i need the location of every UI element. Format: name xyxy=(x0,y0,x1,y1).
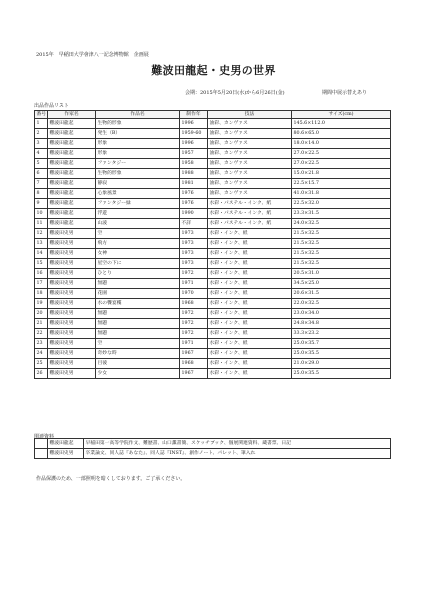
cell-title: 飛方 xyxy=(96,239,180,249)
cell-number: 17 xyxy=(35,279,48,289)
cell-size: 27.0×22.5 xyxy=(292,159,391,169)
cell-size: 22.5×32.0 xyxy=(292,199,391,209)
table-row xyxy=(35,449,391,459)
exhibition-organizer-line: 2015年 早稲田大学會津八一記念博物館 企画展 xyxy=(36,52,149,58)
cell-technique: 油彩、カンヴァス xyxy=(208,129,292,139)
cell-title: 目彼 xyxy=(96,359,180,369)
cell-technique: 油彩、カンヴァス xyxy=(208,119,292,129)
table-row xyxy=(35,439,391,449)
cell-size: 21.5×32.5 xyxy=(292,239,391,249)
cell-technique: 水彩・インク、紙 xyxy=(208,239,292,249)
cell-size: 25.0×35.7 xyxy=(292,339,391,349)
col-title: 作品名 xyxy=(96,111,180,119)
cell-technique: 水彩・インク、紙 xyxy=(208,359,292,369)
cell-size: 21.5×32.5 xyxy=(292,259,391,269)
cell-year: 1958 xyxy=(180,159,208,169)
cell-year: 1996 xyxy=(180,139,208,149)
cell-blank xyxy=(35,449,48,459)
table-row xyxy=(35,249,391,259)
cell-technique: 水彩・パステル・インク、紙 xyxy=(208,219,292,229)
cell-year: 1973 xyxy=(180,239,208,249)
cell-number: 23 xyxy=(35,339,48,349)
col-technique: 技法 xyxy=(208,111,292,119)
cell-number: 21 xyxy=(35,319,48,329)
cell-title: ファンタジー xyxy=(96,159,180,169)
cell-artist: 難波田史男 xyxy=(48,449,84,459)
cell-number: 7 xyxy=(35,179,48,189)
cell-title: 星空の下に xyxy=(96,259,180,269)
table-row xyxy=(35,279,391,289)
cell-number: 3 xyxy=(35,139,48,149)
cell-number: 14 xyxy=(35,249,48,259)
cell-year: 1981 xyxy=(180,179,208,189)
cell-number: 5 xyxy=(35,159,48,169)
cell-number: 19 xyxy=(35,299,48,309)
cell-year: 1973 xyxy=(180,249,208,259)
cell-technique: 水彩・インク、紙 xyxy=(208,309,292,319)
cell-year: 1959-60 xyxy=(180,129,208,139)
cell-technique: 水彩・インク、紙 xyxy=(208,259,292,269)
cell-artist: 難波田龍起 xyxy=(48,219,96,229)
cell-artist: 難波田龍起 xyxy=(48,139,96,149)
cell-title: 発生（B） xyxy=(96,129,180,139)
cell-title: 生物的形象 xyxy=(96,119,180,129)
cell-size: 18.0×14.0 xyxy=(292,139,391,149)
cell-year: 1973 xyxy=(180,229,208,239)
table-row xyxy=(35,359,391,369)
cell-title: 奇妙な時 xyxy=(96,349,180,359)
cell-title: 山波 xyxy=(96,219,180,229)
cell-year: 1973 xyxy=(180,259,208,269)
cell-title: 無題 xyxy=(96,329,180,339)
cell-size: 145.6×112.0 xyxy=(292,119,391,129)
cell-artist: 難波田龍起 xyxy=(48,209,96,219)
table-row xyxy=(35,289,391,299)
cell-size: 25.0×35.5 xyxy=(292,369,391,379)
cell-year: 1967 xyxy=(180,349,208,359)
cell-year: 1972 xyxy=(180,309,208,319)
cell-year: 1976 xyxy=(180,189,208,199)
table-row xyxy=(35,159,391,169)
table-row xyxy=(35,369,391,379)
cell-size: 23.0×34.0 xyxy=(292,309,391,319)
cell-size: 22.5×15.7 xyxy=(292,179,391,189)
cell-technique: 水彩・インク、紙 xyxy=(208,339,292,349)
cell-artist: 難波田史男 xyxy=(48,349,96,359)
cell-title: 花園 xyxy=(96,289,180,299)
cell-year: 1996 xyxy=(180,119,208,129)
cell-artist: 難波田史男 xyxy=(48,299,96,309)
cell-title: 女神 xyxy=(96,249,180,259)
cell-year: 1970 xyxy=(180,289,208,299)
cell-technique: 水彩・パステル・インク、紙 xyxy=(208,199,292,209)
cell-number: 25 xyxy=(35,359,48,369)
cell-technique: 油彩、カンヴァス xyxy=(208,169,292,179)
col-number: 番号 xyxy=(36,112,47,117)
table-row xyxy=(35,199,391,209)
cell-year: 1968 xyxy=(180,359,208,369)
cell-number: 24 xyxy=(35,349,48,359)
cell-artist: 難波田龍起 xyxy=(48,199,96,209)
cell-year: 1968 xyxy=(180,299,208,309)
col-artist: 作家名 xyxy=(48,111,96,119)
cell-artist: 難波田史男 xyxy=(48,269,96,279)
cell-title: 形象 xyxy=(96,139,180,149)
cell-number: 16 xyxy=(35,269,48,279)
table-row xyxy=(35,219,391,229)
cell-size: 41.0×31.8 xyxy=(292,189,391,199)
table-row xyxy=(35,189,391,199)
cell-year: 1972 xyxy=(180,269,208,279)
cell-size: 24.8×34.8 xyxy=(292,319,391,329)
cell-number: 26 xyxy=(35,369,48,379)
cell-technique: 水彩・パステル・インク、紙 xyxy=(208,209,292,219)
references-section-label: 関連資料 xyxy=(34,434,55,440)
cell-artist: 難波田龍起 xyxy=(48,149,96,159)
cell-size: 25.0×35.5 xyxy=(292,349,391,359)
cell-title: ひとり xyxy=(96,269,180,279)
cell-technique: 水彩・インク、紙 xyxy=(208,229,292,239)
cell-title: 無題 xyxy=(96,319,180,329)
table-row xyxy=(35,179,391,189)
cell-artist: 難波田史男 xyxy=(48,249,96,259)
cell-artist: 難波田史男 xyxy=(48,339,96,349)
cell-title: ファンタジー緑 xyxy=(96,199,180,209)
cell-number: 22 xyxy=(35,329,48,339)
cell-artist: 難波田史男 xyxy=(48,309,96,319)
cell-number: 10 xyxy=(35,209,48,219)
cell-artist: 難波田龍起 xyxy=(48,119,96,129)
cell-artist: 難波田史男 xyxy=(48,229,96,239)
table-row xyxy=(35,319,391,329)
cell-year: 1976 xyxy=(180,199,208,209)
cell-size: 21.5×32.5 xyxy=(292,249,391,259)
table-row xyxy=(35,269,391,279)
cell-artist: 難波田史男 xyxy=(48,369,96,379)
cell-title: 浮遊 xyxy=(96,209,180,219)
cell-title: 形象 xyxy=(96,149,180,159)
cell-number: 13 xyxy=(35,239,48,249)
cell-title: 無題 xyxy=(96,279,180,289)
cell-year: 1972 xyxy=(180,319,208,329)
table-row xyxy=(35,169,391,179)
cell-title: 水の饗宴樓 xyxy=(96,299,180,309)
cell-materials: 早稲田第一高等学院作文、難歴書、山口薫書簡、スケッチブック、個展関連資料、蔵書票、日記 xyxy=(84,439,391,449)
cell-title: 空 xyxy=(96,339,180,349)
cell-artist: 難波田史男 xyxy=(48,239,96,249)
table-row xyxy=(35,329,391,339)
cell-size: 33.3×23.2 xyxy=(292,329,391,339)
references-table-body xyxy=(35,439,391,459)
cell-number: 1 xyxy=(35,119,48,129)
cell-technique: 水彩・インク、紙 xyxy=(208,299,292,309)
table-row xyxy=(35,129,391,139)
lighting-notice: 作品保護のため、一部照明を暗くしております。ご了承ください。 xyxy=(36,476,186,482)
cell-technique: 水彩・インク、紙 xyxy=(208,269,292,279)
table-row xyxy=(35,349,391,359)
cell-technique: 油彩、カンヴァス xyxy=(208,149,292,159)
cell-artist: 難波田龍起 xyxy=(48,189,96,199)
cell-title: 少女 xyxy=(96,369,180,379)
cell-title: 空 xyxy=(96,229,180,239)
cell-artist: 難波田龍起 xyxy=(48,179,96,189)
cell-year: 1972 xyxy=(180,329,208,339)
cell-size: 15.0×21.8 xyxy=(292,169,391,179)
cell-size: 34.5×25.0 xyxy=(292,279,391,289)
cell-technique: 水彩・インク、紙 xyxy=(208,289,292,299)
cell-year: 1990 xyxy=(180,209,208,219)
cell-year: 1971 xyxy=(180,339,208,349)
cell-number: 11 xyxy=(35,219,48,229)
cell-title: 生物的形象 xyxy=(96,169,180,179)
cell-technique: 水彩・インク、紙 xyxy=(208,329,292,339)
cell-technique: 油彩、カンヴァス xyxy=(208,179,292,189)
cell-technique: 水彩・インク、紙 xyxy=(208,249,292,259)
cell-number: 18 xyxy=(35,289,48,299)
cell-artist: 難波田史男 xyxy=(48,359,96,369)
cell-materials: 卒業論文、同人誌『あなた』、同人誌『INST』、創作ノート、パレット、筆入れ xyxy=(84,449,391,459)
cell-technique: 水彩・インク、紙 xyxy=(208,319,292,329)
table-row xyxy=(35,339,391,349)
cell-number: 20 xyxy=(35,309,48,319)
table-row xyxy=(35,149,391,159)
references-table xyxy=(34,438,391,459)
cell-number: 15 xyxy=(35,259,48,269)
cell-year: 不詳 xyxy=(180,219,208,229)
cell-number: 2 xyxy=(35,129,48,139)
cell-artist: 難波田史男 xyxy=(48,329,96,339)
cell-number: 8 xyxy=(35,189,48,199)
cell-year: 1957 xyxy=(180,149,208,159)
cell-artist: 難波田史男 xyxy=(48,319,96,329)
col-year: 制作年 xyxy=(180,111,208,119)
cell-technique: 水彩・インク、紙 xyxy=(208,369,292,379)
cell-title: 静寂 xyxy=(96,179,180,189)
cell-size: 20.6×31.5 xyxy=(292,289,391,299)
cell-artist: 難波田史男 xyxy=(48,279,96,289)
cell-size: 27.0×22.5 xyxy=(292,149,391,159)
works-section-label: 出品作品リスト xyxy=(34,103,69,109)
works-table-header xyxy=(35,111,391,119)
cell-number: 4 xyxy=(35,149,48,159)
cell-artist: 難波田龍起 xyxy=(48,169,96,179)
cell-title: 心象風景 xyxy=(96,189,180,199)
cell-title: 無題 xyxy=(96,309,180,319)
cell-artist: 難波田龍起 xyxy=(48,439,84,449)
cell-size: 21.5×32.5 xyxy=(292,229,391,239)
cell-year: 1971 xyxy=(180,279,208,289)
exhibition-title: 難波田龍起・史男の世界 xyxy=(151,64,276,77)
table-row xyxy=(35,239,391,249)
cell-technique: 油彩、カンヴァス xyxy=(208,159,292,169)
table-row xyxy=(35,309,391,319)
cell-number: 6 xyxy=(35,169,48,179)
cell-artist: 難波田史男 xyxy=(48,289,96,299)
cell-artist: 難波田龍起 xyxy=(48,129,96,139)
cell-technique: 水彩・インク、紙 xyxy=(208,349,292,359)
table-row xyxy=(35,139,391,149)
cell-year: 1988 xyxy=(180,169,208,179)
rotation-note: 期間中展示替えあり xyxy=(322,90,368,96)
table-row xyxy=(35,229,391,239)
table-row xyxy=(35,299,391,309)
cell-size: 23.3×31.5 xyxy=(292,209,391,219)
cell-artist: 難波田史男 xyxy=(48,259,96,269)
works-table xyxy=(34,110,391,379)
cell-size: 21.0×29.0 xyxy=(292,359,391,369)
works-table-body xyxy=(35,119,391,379)
cell-size: 24.0×32.5 xyxy=(292,219,391,229)
col-size: サイズ(cm) xyxy=(292,111,391,119)
exhibition-period: 会期：2015年5月20日(水)から6月26日(金) xyxy=(185,90,285,96)
table-row xyxy=(35,259,391,269)
cell-size: 20.5×31.0 xyxy=(292,269,391,279)
cell-blank xyxy=(35,439,48,449)
cell-size: 80.6×65.0 xyxy=(292,129,391,139)
cell-technique: 水彩・インク、紙 xyxy=(208,279,292,289)
table-row xyxy=(35,209,391,219)
cell-technique: 油彩、カンヴァス xyxy=(208,139,292,149)
cell-size: 22.0×32.5 xyxy=(292,299,391,309)
cell-year: 1967 xyxy=(180,369,208,379)
cell-technique: 油彩、カンヴァス xyxy=(208,189,292,199)
cell-number: 12 xyxy=(35,229,48,239)
table-row xyxy=(35,119,391,129)
cell-artist: 難波田龍起 xyxy=(48,159,96,169)
cell-number: 9 xyxy=(35,199,48,209)
